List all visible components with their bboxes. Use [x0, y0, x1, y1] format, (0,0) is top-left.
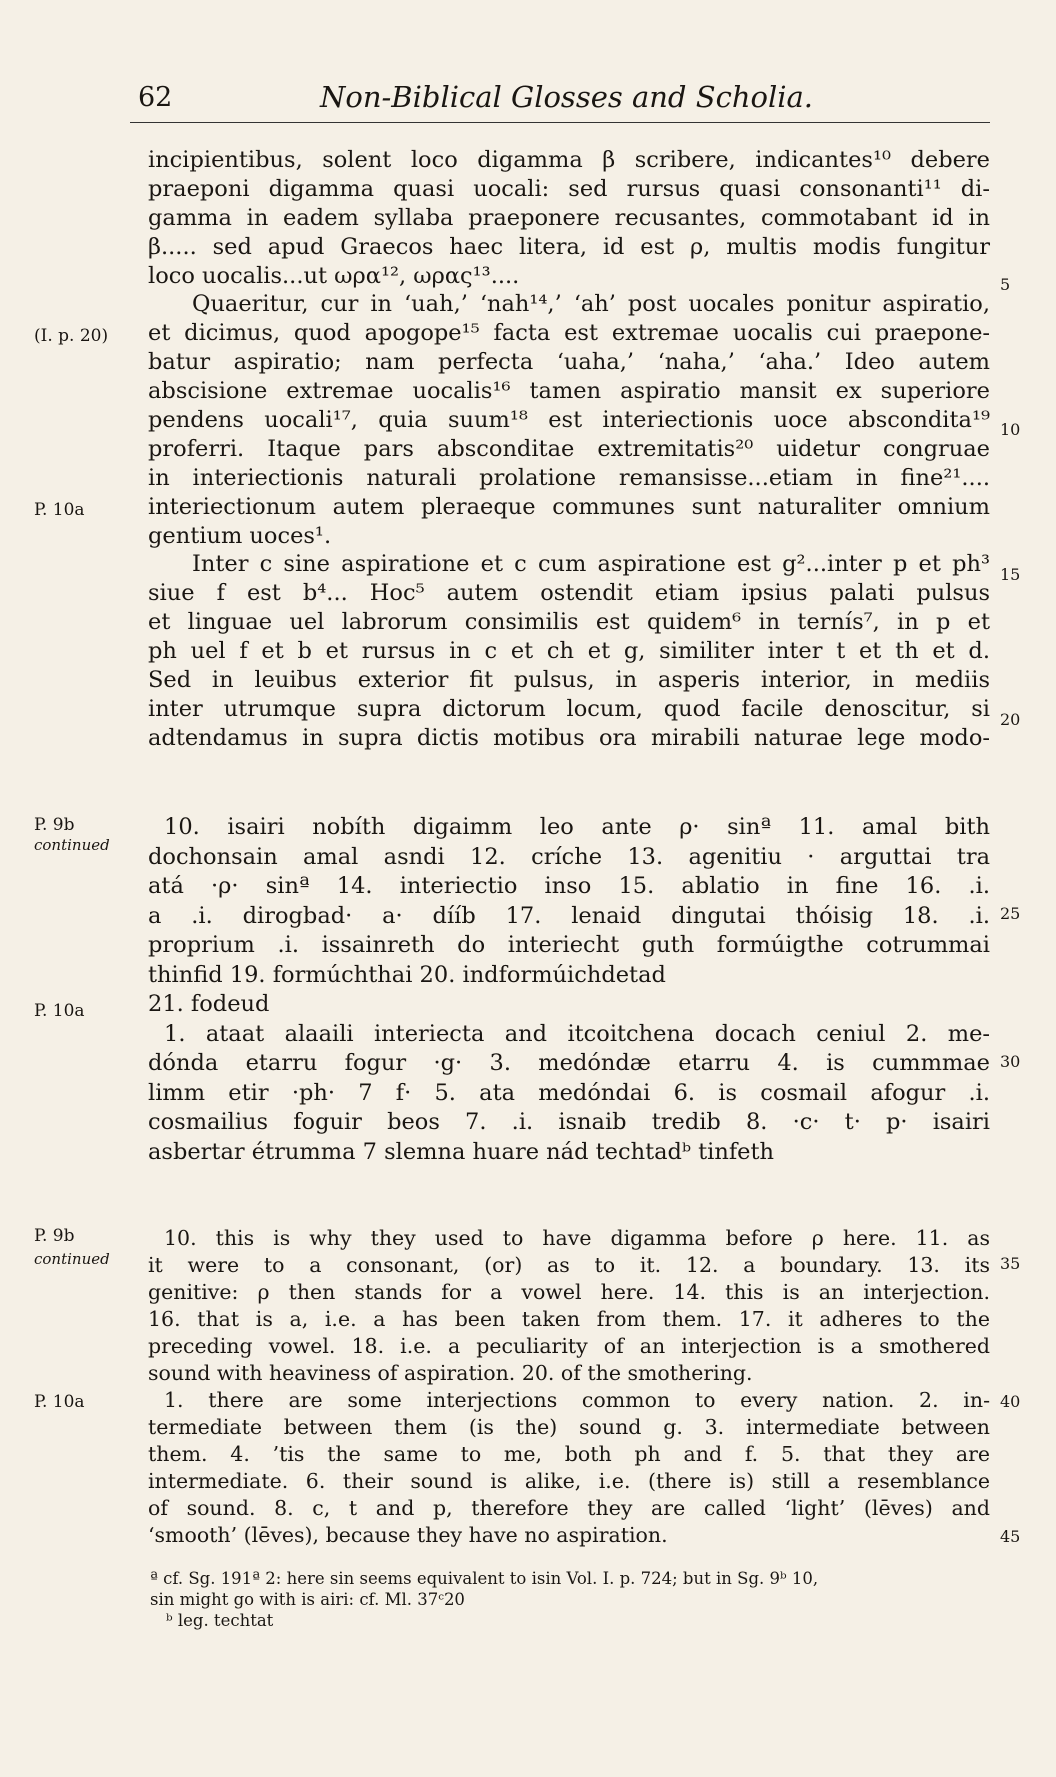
translation-line: termediate between them (is the) sound g. 3. intermediate between: [148, 1415, 990, 1439]
text-line: gentium uoces¹.: [148, 522, 332, 549]
text-line: et dicimus, quod apogope¹⁵ facta est extremae uocalis cui praepone-: [148, 320, 990, 347]
gloss-line: asbertar étrumma 7 slemna huare nád techtadᵇ tinfeth: [148, 1138, 775, 1165]
translation-line: genitive: ρ then stands for a vowel here. 14. this is an interjection.: [148, 1280, 990, 1304]
line-number: 15: [1000, 565, 1021, 584]
running-title: Non-Biblical Glosses and Scholia.: [320, 80, 814, 114]
translation-line: 10. this is why they used to have digamma before ρ here. 11. as: [164, 1226, 990, 1250]
margin-ref: P. 9b: [34, 1226, 75, 1246]
translation-line: of sound. 8. c, t and p, therefore they are called ‘light’ (lēves) and: [148, 1496, 990, 1520]
text-line: et linguae uel labrorum consimilis est quidem⁶ in ternís⁷, in p et: [148, 609, 990, 636]
text-line: interiectionum autem pleraeque communes sunt naturaliter omnium: [148, 493, 990, 520]
text-line: Inter c sine aspiratione et c cum aspiratione est g²...inter p et ph³: [192, 551, 990, 578]
gloss-line: 21. fodeud: [148, 991, 270, 1017]
margin-ref: P. 9b: [34, 815, 75, 835]
line-number: 5: [1000, 275, 1011, 294]
text-line: incipientibus, solent loco digamma β scribere, indicantes¹⁰ debere: [148, 147, 990, 173]
text-line: Quaeritur, cur in ‘uah,’ ‘nah¹⁴,’ ‘ah’ post uocales ponitur aspiratio,: [192, 291, 990, 318]
translation-line: them. 4. ’tis the same to me, both ph and f. 5. that they are: [148, 1442, 990, 1466]
text-line: proferri. Itaque pars absconditae extremitatis²⁰ uidetur congruae: [148, 435, 990, 462]
gloss-line: a .i. dirogbad· a· dííb 17. lenaid dingutai thóisig 18. .i.: [148, 902, 990, 929]
translation-line: intermediate. 6. their sound is alike, i.e. (there is) still a resemblance: [148, 1469, 990, 1493]
margin-ref: P. 10a: [34, 500, 85, 520]
text-line: pendens uocali¹⁷, quia suum¹⁸ est interiectionis uoce abscondita¹⁹: [148, 407, 990, 434]
margin-ref: P. 10a: [34, 1001, 85, 1021]
margin-ref: (I. p. 20): [34, 326, 109, 346]
text-line: ph uel f et b et rursus in c et ch et g, similiter inter t et th et d.: [148, 638, 990, 665]
text-line: in interiectionis naturali prolatione remansisse...etiam in fine²¹....: [148, 464, 990, 491]
text-line: adtendamus in supra dictis motibus ora mirabili naturae lege modo-: [148, 724, 990, 751]
footnote: ª cf. Sg. 191ª 2: here sin seems equivalent to isin Vol. I. p. 724; but in Sg. 9ᵇ 10,: [150, 1569, 819, 1588]
irish-glosses: [148, 813, 990, 1167]
text-line: gamma in eadem syllaba praeponere recusantes, commotabant id in: [148, 204, 990, 231]
footnote: ᵇ leg. techtat: [166, 1611, 274, 1630]
translation-line: 16. that is a, i.e. a has been taken from them. 17. it adheres to the: [148, 1307, 990, 1331]
english-translation: [148, 1225, 990, 1549]
translation-line: preceding vowel. 18. i.e. a peculiarity of an interjection is a smothered: [148, 1334, 990, 1358]
gloss-line: dónda etarru fogur ·g· 3. medóndæ etarru 4. is cummmae: [148, 1050, 990, 1076]
line-number: 35: [1000, 1254, 1021, 1273]
translation-line: sound with heaviness of aspiration. 20. of the smothering.: [148, 1361, 753, 1385]
line-number: 10: [1000, 420, 1021, 439]
gloss-line: dochonsain amal asndi 12. críche 13. agenitiu · arguttai tra: [148, 843, 990, 870]
text-line: batur aspiratio; nam perfecta ‘uaha,’ ‘naha,’ ‘aha.’ Ideo autem: [148, 349, 990, 376]
line-number: 40: [1000, 1392, 1021, 1411]
gloss-line: limm etir ·ph· 7 f· 5. ata medóndai 6. is cosmail afogur .i.: [148, 1079, 990, 1106]
margin-ref-continued: continued: [34, 1250, 110, 1268]
translation-line: 1. there are some interjections common to every nation. 2. in-: [164, 1388, 990, 1412]
gloss-line: thinfid 19. formúchthai 20. indformúichdetad: [148, 961, 666, 988]
footnotes: [150, 1568, 990, 1631]
translation-line: ‘smooth’ (lēves), because they have no aspiration.: [148, 1523, 668, 1547]
text-line: β..... sed apud Graecos haec litera, id est ρ, multis modis fungitur: [148, 233, 990, 260]
text-line: inter utrumque supra dictorum locum, quod facile denoscitur, si: [148, 695, 990, 722]
line-number: 25: [1000, 904, 1021, 923]
gloss-line: 10. isairi nobíth digaimm leo ante ρ· sinª 11. amal bith: [164, 814, 990, 840]
page-header: [130, 78, 990, 123]
text-line: siue f est b⁴... Hoc⁵ autem ostendit etiam ipsius palati pulsus: [148, 580, 990, 607]
gloss-line: proprium .i. issainreth do interiecht guth formúigthe cotrummai: [148, 932, 990, 958]
text-line: Sed in leuibus exterior fit pulsus, in asperis interior, in mediis: [148, 667, 990, 694]
line-number: 20: [1000, 710, 1021, 729]
text-line: loco uocalis...ut ωρα¹², ωρας¹³....: [148, 262, 520, 289]
gloss-line: cosmailius foguir beos 7. .i. isnaib tredib 8. ·c· t· p· isairi: [148, 1109, 990, 1135]
latin-text: [148, 146, 990, 753]
line-number: 30: [1000, 1052, 1021, 1071]
margin-ref: P. 10a: [34, 1392, 85, 1412]
text-line: abscisione extremae uocalis¹⁶ tamen aspiratio mansit ex superiore: [148, 378, 990, 405]
footnote: sin might go with is airi: cf. Ml. 37ᶜ20: [150, 1590, 465, 1609]
text-line: praeponi digamma quasi uocali: sed rursus quasi consonanti¹¹ di-: [148, 175, 990, 202]
margin-ref-continued: continued: [34, 836, 110, 854]
page-number: 62: [138, 82, 173, 113]
translation-line: it were to a consonant, (or) as to it. 12. a boundary. 13. its: [148, 1253, 990, 1277]
gloss-line: 1. ataat alaaili interiecta and itcoitchena docach ceniul 2. me-: [164, 1020, 990, 1047]
gloss-line: atá ·ρ· sinª 14. interiectio inso 15. ablatio in fine 16. .i.: [148, 873, 990, 899]
line-number: 45: [1000, 1527, 1021, 1546]
